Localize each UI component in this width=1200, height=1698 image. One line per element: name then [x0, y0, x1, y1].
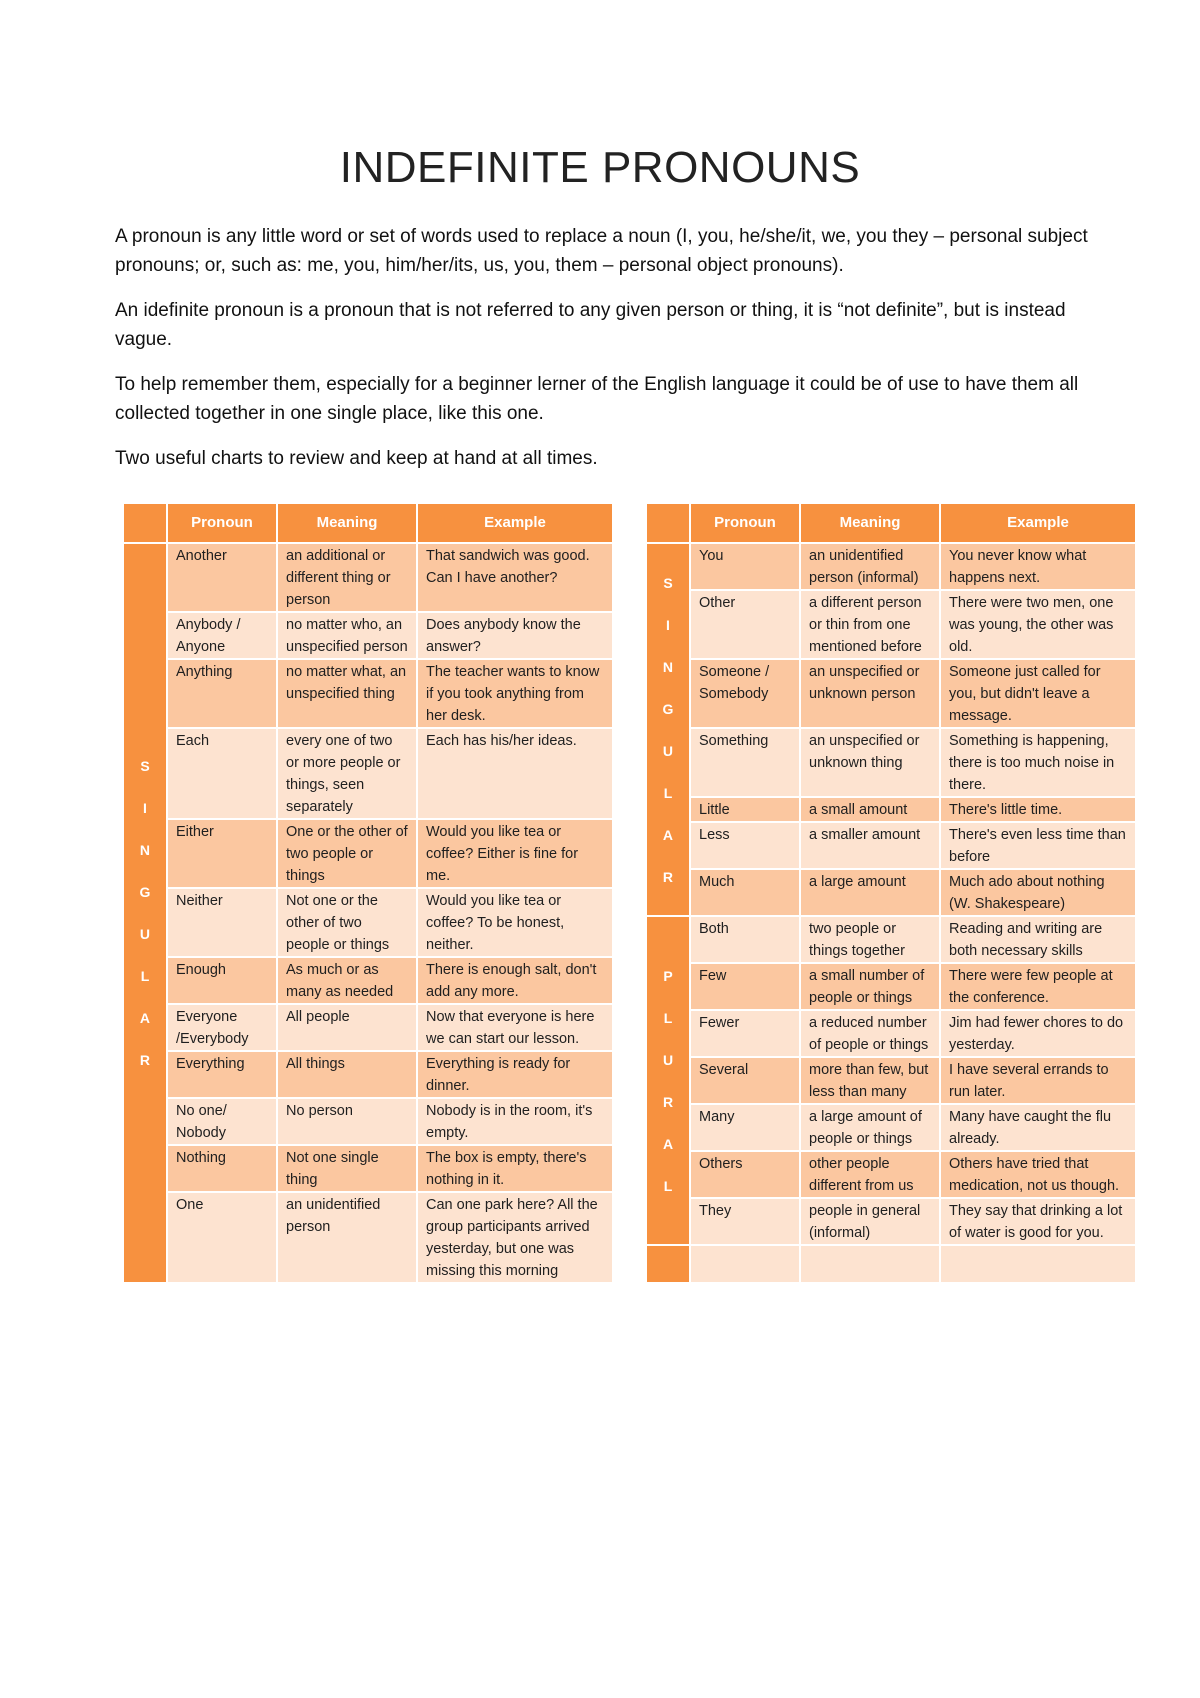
side-letter: N: [139, 842, 151, 858]
pronoun-cell: Nothing: [167, 1145, 277, 1192]
example-cell: Much ado about nothing (W. Shakespeare): [940, 869, 1136, 916]
table-row: [646, 1151, 1136, 1198]
meaning-cell: no matter what, an unspecified thing: [277, 659, 417, 728]
example-cell: Each has his/her ideas.: [417, 728, 613, 819]
table-row: [646, 797, 1136, 822]
example-cell: The teacher wants to know if you took anything from her desk.: [417, 659, 613, 728]
table-row: [646, 916, 1136, 963]
table-row: [123, 1145, 613, 1192]
table-row: [646, 543, 1136, 590]
pronoun-cell: Many: [690, 1104, 800, 1151]
table-row: [646, 1198, 1136, 1245]
table-row: [123, 612, 613, 659]
pronoun-cell: Other: [690, 590, 800, 659]
right-pronoun-table: [645, 502, 1137, 1284]
side-letter: R: [139, 1052, 151, 1068]
side-letter: I: [666, 616, 670, 633]
side-letter: U: [139, 926, 151, 942]
example-cell: Others have tried that medication, not us though.: [940, 1151, 1136, 1198]
meaning-cell: other people different from us: [800, 1151, 940, 1198]
meaning-cell: As much or as many as needed: [277, 957, 417, 1004]
example-cell: You never know what happens next.: [940, 543, 1136, 590]
pronoun-header: Pronoun: [690, 503, 800, 543]
example-cell: Someone just called for you, but didn't leave a message.: [940, 659, 1136, 728]
pronoun-cell: Each: [167, 728, 277, 819]
pronoun-cell: Either: [167, 819, 277, 888]
table-row: [123, 1098, 613, 1145]
pronoun-cell: Everyone /Everybody: [167, 1004, 277, 1051]
meaning-cell: an unidentified person (informal): [800, 543, 940, 590]
pronoun-cell: Another: [167, 543, 277, 612]
table-row: [646, 659, 1136, 728]
meaning-cell: no matter who, an unspecified person: [277, 612, 417, 659]
meaning-header: Meaning: [800, 503, 940, 543]
meaning-cell: two people or things together: [800, 916, 940, 963]
meaning-cell: Not one single thing: [277, 1145, 417, 1192]
intro-paragraph: Two useful charts to review and keep at hand at all times.: [115, 448, 598, 469]
empty-cell: [690, 1245, 800, 1283]
table-row: [123, 659, 613, 728]
example-cell: There were two men, one was young, the other was old.: [940, 590, 1136, 659]
meaning-cell: No person: [277, 1098, 417, 1145]
intro-paragraph: A pronoun is any little word or set of words used to replace a noun (I, you, he/she/it, we, you they – personal subject pronouns; or, such as: me, you, him/her/its, us, you, them – personal object pronouns).: [115, 226, 1088, 276]
group-side-label: [123, 543, 167, 1283]
empty-cell: [940, 1245, 1136, 1283]
side-letter: A: [662, 826, 674, 843]
table-row: [123, 819, 613, 888]
empty-cell: [800, 1245, 940, 1283]
example-cell: Many have caught the flu already.: [940, 1104, 1136, 1151]
table-row: [646, 728, 1136, 797]
pronoun-cell: Someone / Somebody: [690, 659, 800, 728]
example-header: Example: [940, 503, 1136, 543]
side-letter: L: [140, 968, 150, 984]
pronoun-cell: Neither: [167, 888, 277, 957]
example-cell: There's little time.: [940, 797, 1136, 822]
meaning-cell: a large amount: [800, 869, 940, 916]
example-cell: There is enough salt, don't add any more.: [417, 957, 613, 1004]
table-row: [646, 869, 1136, 916]
table-row: [646, 822, 1136, 869]
meaning-cell: All things: [277, 1051, 417, 1098]
side-header-cell: [646, 503, 690, 543]
example-cell: Now that everyone is here we can start our lesson.: [417, 1004, 613, 1051]
side-letter: R: [662, 868, 674, 885]
pronoun-cell: Both: [690, 916, 800, 963]
table-row: [123, 543, 613, 612]
side-letter: U: [662, 742, 674, 759]
example-cell: I have several errands to run later.: [940, 1057, 1136, 1104]
example-header: Example: [417, 503, 613, 543]
table-row: [123, 1192, 613, 1283]
side-letter: R: [662, 1093, 674, 1110]
pronoun-cell: No one/ Nobody: [167, 1098, 277, 1145]
table-row: [646, 1104, 1136, 1151]
example-cell: Jim had fewer chores to do yesterday.: [940, 1010, 1136, 1057]
meaning-cell: a large amount of people or things: [800, 1104, 940, 1151]
pronoun-cell: Several: [690, 1057, 800, 1104]
group-side-label: [646, 543, 690, 916]
pronoun-cell: Anything: [167, 659, 277, 728]
table-header-row: [646, 503, 1136, 543]
table-header-row: [123, 503, 613, 543]
side-letter: S: [140, 758, 150, 774]
group-side-label: [646, 916, 690, 1245]
side-letter: L: [663, 1177, 673, 1194]
example-cell: Nobody is in the room, it's empty.: [417, 1098, 613, 1145]
pronoun-cell: Everything: [167, 1051, 277, 1098]
meaning-cell: a small number of people or things: [800, 963, 940, 1010]
empty-row: [646, 1245, 1136, 1283]
pronoun-cell: You: [690, 543, 800, 590]
meaning-cell: a reduced number of people or things: [800, 1010, 940, 1057]
table-row: [646, 590, 1136, 659]
meaning-cell: an unspecified or unknown person: [800, 659, 940, 728]
meaning-cell: Not one or the other of two people or things: [277, 888, 417, 957]
pronoun-cell: Less: [690, 822, 800, 869]
side-filler: [646, 1245, 690, 1283]
table-row: [646, 963, 1136, 1010]
meaning-cell: people in general (informal): [800, 1198, 940, 1245]
example-cell: Does anybody know the answer?: [417, 612, 613, 659]
pronoun-cell: Others: [690, 1151, 800, 1198]
pronoun-cell: Few: [690, 963, 800, 1010]
meaning-cell: a small amount: [800, 797, 940, 822]
side-letter: I: [143, 800, 147, 816]
example-cell: The box is empty, there's nothing in it.: [417, 1145, 613, 1192]
meaning-cell: an unspecified or unknown thing: [800, 728, 940, 797]
pronoun-cell: Something: [690, 728, 800, 797]
table-row: [123, 1051, 613, 1098]
side-letter: S: [663, 574, 673, 591]
example-cell: Reading and writing are both necessary skills: [940, 916, 1136, 963]
pronoun-cell: They: [690, 1198, 800, 1245]
pronoun-cell: Fewer: [690, 1010, 800, 1057]
example-cell: Can one park here? All the group participants arrived yesterday, but one was missing this morning: [417, 1192, 613, 1283]
example-cell: They say that drinking a lot of water is good for you.: [940, 1198, 1136, 1245]
example-cell: That sandwich was good. Can I have another?: [417, 543, 613, 612]
pronoun-cell: Much: [690, 869, 800, 916]
table-row: [123, 957, 613, 1004]
intro-paragraph: An idefinite pronoun is a pronoun that is not referred to any given person or thing, it is “not definite”, but is instead vague.: [115, 300, 1066, 350]
meaning-cell: an additional or different thing or person: [277, 543, 417, 612]
example-cell: Would you like tea or coffee? Either is fine for me.: [417, 819, 613, 888]
side-letter: A: [662, 1135, 674, 1152]
pronoun-cell: Little: [690, 797, 800, 822]
example-cell: There were few people at the conference.: [940, 963, 1136, 1010]
example-cell: There's even less time than before: [940, 822, 1136, 869]
pronoun-cell: One: [167, 1192, 277, 1283]
side-letter: N: [662, 658, 674, 675]
side-letter: L: [663, 1009, 673, 1026]
table-row: [646, 1010, 1136, 1057]
meaning-cell: a different person or thin from one mentioned before: [800, 590, 940, 659]
table-row: [123, 1004, 613, 1051]
side-letter: G: [139, 884, 151, 900]
side-letter: A: [139, 1010, 151, 1026]
meaning-cell: more than few, but less than many: [800, 1057, 940, 1104]
meaning-header: Meaning: [277, 503, 417, 543]
meaning-cell: an unidentified person: [277, 1192, 417, 1283]
meaning-cell: One or the other of two people or things: [277, 819, 417, 888]
pronoun-cell: Anybody / Anyone: [167, 612, 277, 659]
table-row: [646, 1057, 1136, 1104]
table-row: [123, 728, 613, 819]
table-row: [123, 888, 613, 957]
example-cell: Would you like tea or coffee? To be honest, neither.: [417, 888, 613, 957]
example-cell: Everything is ready for dinner.: [417, 1051, 613, 1098]
side-header-cell: [123, 503, 167, 543]
side-letter: L: [663, 784, 673, 801]
intro-text: [115, 222, 1105, 489]
page-title: INDEFINITE PRONOUNS: [339, 143, 861, 192]
side-letter: G: [662, 700, 674, 717]
meaning-cell: every one of two or more people or things, seen separately: [277, 728, 417, 819]
side-letter: U: [662, 1051, 674, 1068]
intro-paragraph: To help remember them, especially for a beginner lerner of the English language it could be of use to have them all collected together in one single place, like this one.: [115, 374, 1079, 424]
pronoun-cell: Enough: [167, 957, 277, 1004]
example-cell: Something is happening, there is too much noise in there.: [940, 728, 1136, 797]
pronoun-header: Pronoun: [167, 503, 277, 543]
side-letter: P: [663, 967, 673, 984]
left-pronoun-table: [122, 502, 614, 1284]
meaning-cell: All people: [277, 1004, 417, 1051]
meaning-cell: a smaller amount: [800, 822, 940, 869]
